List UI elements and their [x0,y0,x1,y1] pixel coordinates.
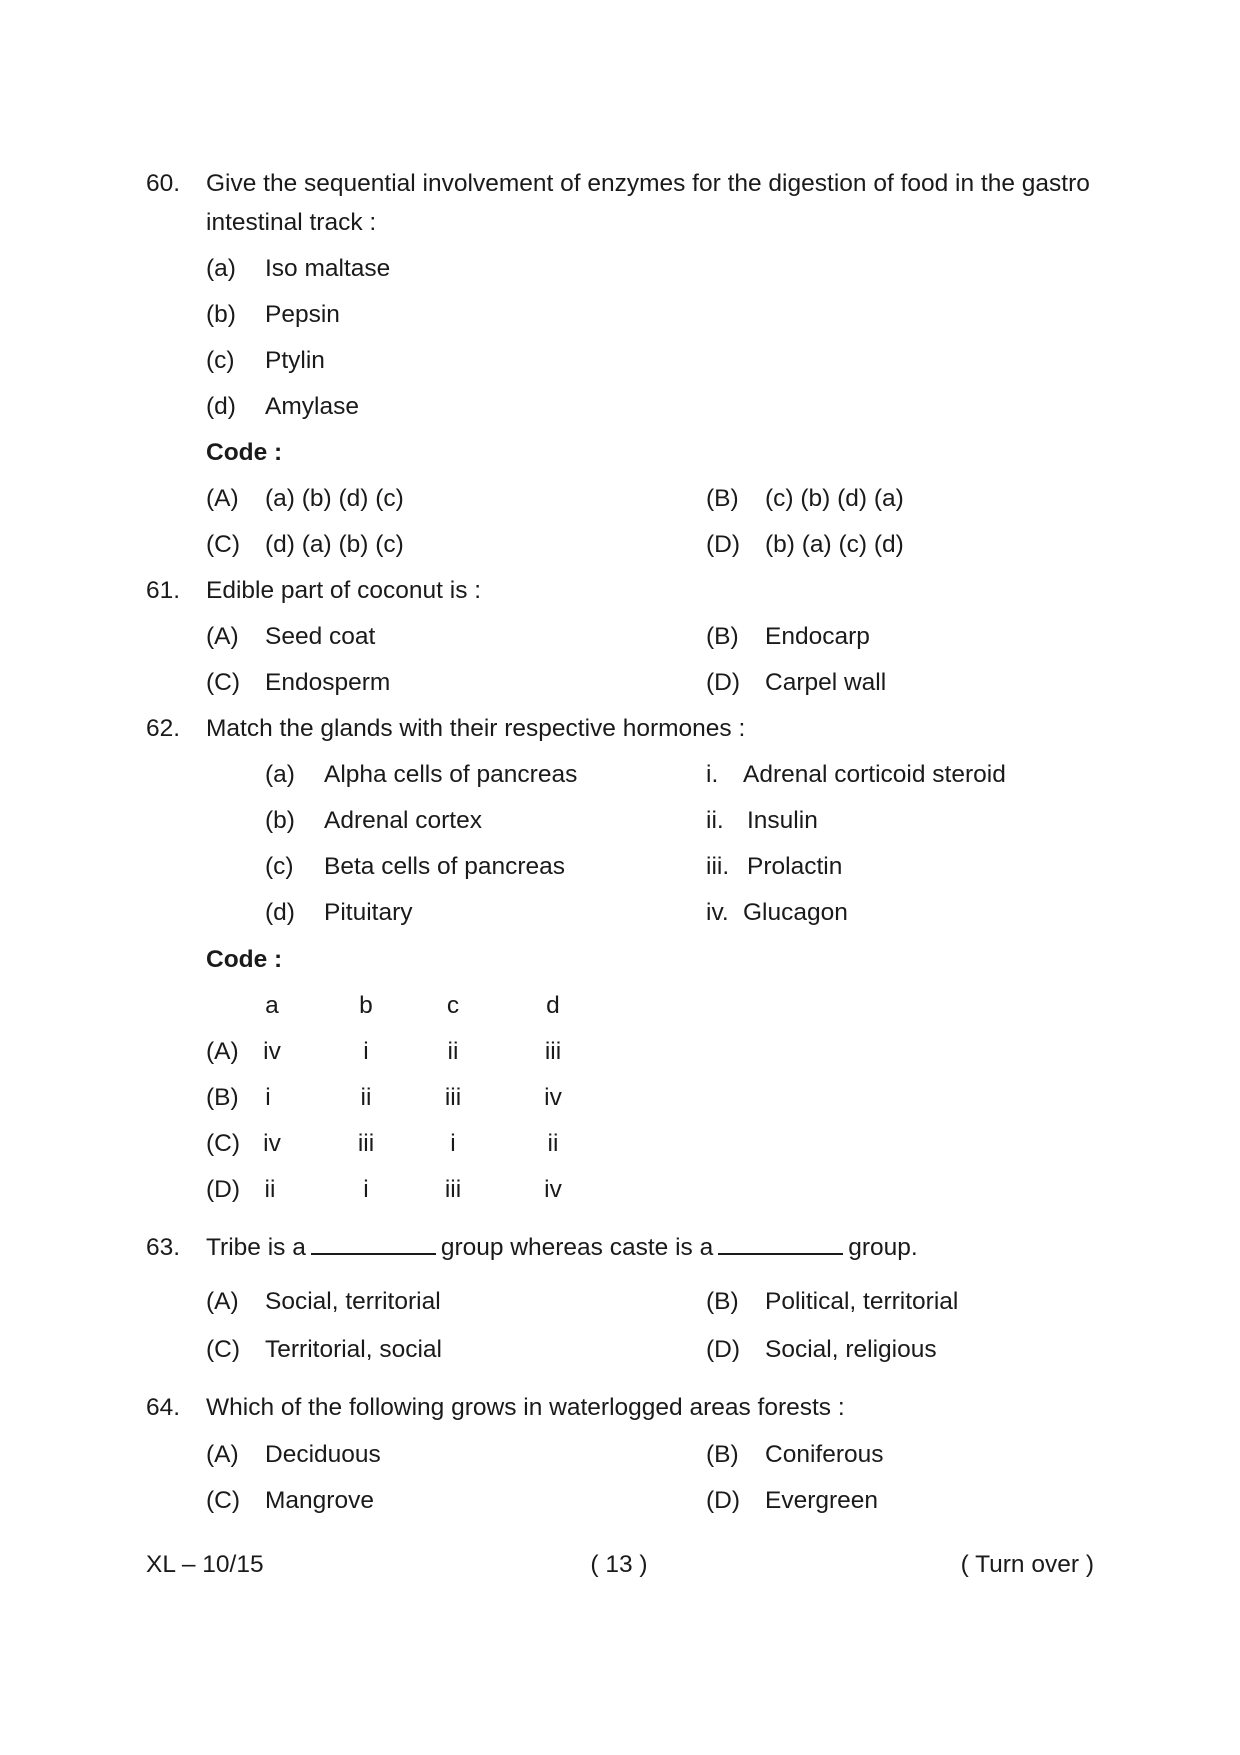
match-left-label: (d) [265,899,295,926]
fill-blank-2 [718,1252,843,1255]
match-left-text: Alpha cells of pancreas [324,761,578,788]
item-text: Pepsin [265,301,340,328]
option-text: (c) (b) (d) (a) [765,485,904,512]
option-text: Territorial, social [265,1336,442,1363]
option-text: Evergreen [765,1487,879,1514]
question-text-line1: Give the sequential involvement of enzymes for the digestion of food in the gastro [206,170,1090,197]
option-text: Social, religious [765,1336,937,1363]
option-label: (B) [706,623,739,650]
code-cell: iii [544,1038,562,1065]
question-number: 63. [146,1234,181,1261]
code-cell: iii [357,1130,375,1157]
code-label: Code : [206,946,283,973]
question-number: 60. [146,170,181,197]
item-text: Amylase [265,393,359,420]
code-cell: iii [444,1084,462,1111]
option-label: (A) [206,1441,239,1468]
code-row-label: (A) [206,1038,239,1065]
match-left-label: (a) [265,761,295,788]
option-text: Endosperm [265,669,391,696]
match-right-text: Prolactin [747,853,843,880]
question-text: Match the glands with their respective hormones : [206,715,746,742]
code-cell: iv [263,1130,281,1157]
code-row-label: (D) [206,1176,241,1203]
item-label: (b) [206,301,236,328]
code-cell: ii [264,1176,276,1203]
question-text: Which of the following grows in waterlogged areas forests : [206,1394,845,1421]
option-text: (b) (a) (c) (d) [765,531,904,558]
turn-over-note: ( Turn over ) [960,1551,1094,1578]
question-text-part2: group whereas caste is a [440,1234,714,1261]
code-cell: iv [544,1084,562,1111]
match-left-text: Beta cells of pancreas [324,853,566,880]
option-label: (C) [206,1487,241,1514]
page-number: ( 13 ) [590,1551,648,1578]
code-cell: i [265,1084,271,1111]
option-text: (d) (a) (b) (c) [265,531,404,558]
option-label: (C) [206,669,241,696]
item-text: Ptylin [265,347,325,374]
code-cell: i [363,1176,369,1203]
code-header: a [265,992,279,1019]
option-label: (B) [706,1441,739,1468]
match-left-text: Adrenal cortex [324,807,482,834]
code-cell: i [450,1130,456,1157]
code-header: d [546,992,560,1019]
code-cell: iii [444,1176,462,1203]
question-text-line2: intestinal track : [206,209,377,236]
option-label: (B) [706,1288,739,1315]
question-number: 62. [146,715,181,742]
question-text: Edible part of coconut is : [206,577,482,604]
option-text: Mangrove [265,1487,374,1514]
option-label: (A) [206,485,239,512]
match-right-text: Glucagon [743,899,848,926]
match-right-label: iv. [706,899,729,926]
match-right-label: i. [706,761,719,788]
question-text-part3: group. [848,1234,918,1261]
option-text: Endocarp [765,623,870,650]
code-cell: ii [547,1130,559,1157]
option-text: Coniferous [765,1441,884,1468]
item-label: (a) [206,255,236,282]
code-row-label: (B) [206,1084,239,1111]
option-text: (a) (b) (d) (c) [265,485,404,512]
code-row-label: (C) [206,1130,241,1157]
item-text: Iso maltase [265,255,391,282]
option-label: (D) [706,1336,741,1363]
option-text: Carpel wall [765,669,887,696]
match-right-label: ii. [706,807,724,834]
code-label: Code : [206,439,283,466]
match-left-label: (c) [265,853,294,880]
option-text: Seed coat [265,623,376,650]
code-cell: ii [447,1038,459,1065]
match-right-text: Insulin [747,807,818,834]
question-text-part1: Tribe is a [206,1234,306,1261]
code-header: b [359,992,373,1019]
match-left-label: (b) [265,807,295,834]
fill-blank-1 [311,1252,436,1255]
question-number: 64. [146,1394,181,1421]
option-label: (B) [706,485,739,512]
code-header: c [446,992,460,1019]
item-label: (d) [206,393,236,420]
paper-code: XL – 10/15 [146,1551,264,1578]
match-left-text: Pituitary [324,899,413,926]
question-text [206,1236,918,1261]
code-cell: ii [360,1084,372,1111]
option-text: Political, territorial [765,1288,959,1315]
option-label: (A) [206,623,239,650]
option-label: (D) [706,531,741,558]
option-label: (D) [706,1487,741,1514]
item-label: (c) [206,347,235,374]
option-label: (C) [206,1336,241,1363]
match-right-text: Adrenal corticoid steroid [743,761,1006,788]
option-text: Social, territorial [265,1288,441,1315]
match-right-label: iii. [706,853,730,880]
option-label: (A) [206,1288,239,1315]
option-label: (C) [206,531,241,558]
code-cell: iv [544,1176,562,1203]
question-number: 61. [146,577,181,604]
option-label: (D) [706,669,741,696]
code-cell: i [363,1038,369,1065]
code-cell: iv [263,1038,281,1065]
option-text: Deciduous [265,1441,381,1468]
